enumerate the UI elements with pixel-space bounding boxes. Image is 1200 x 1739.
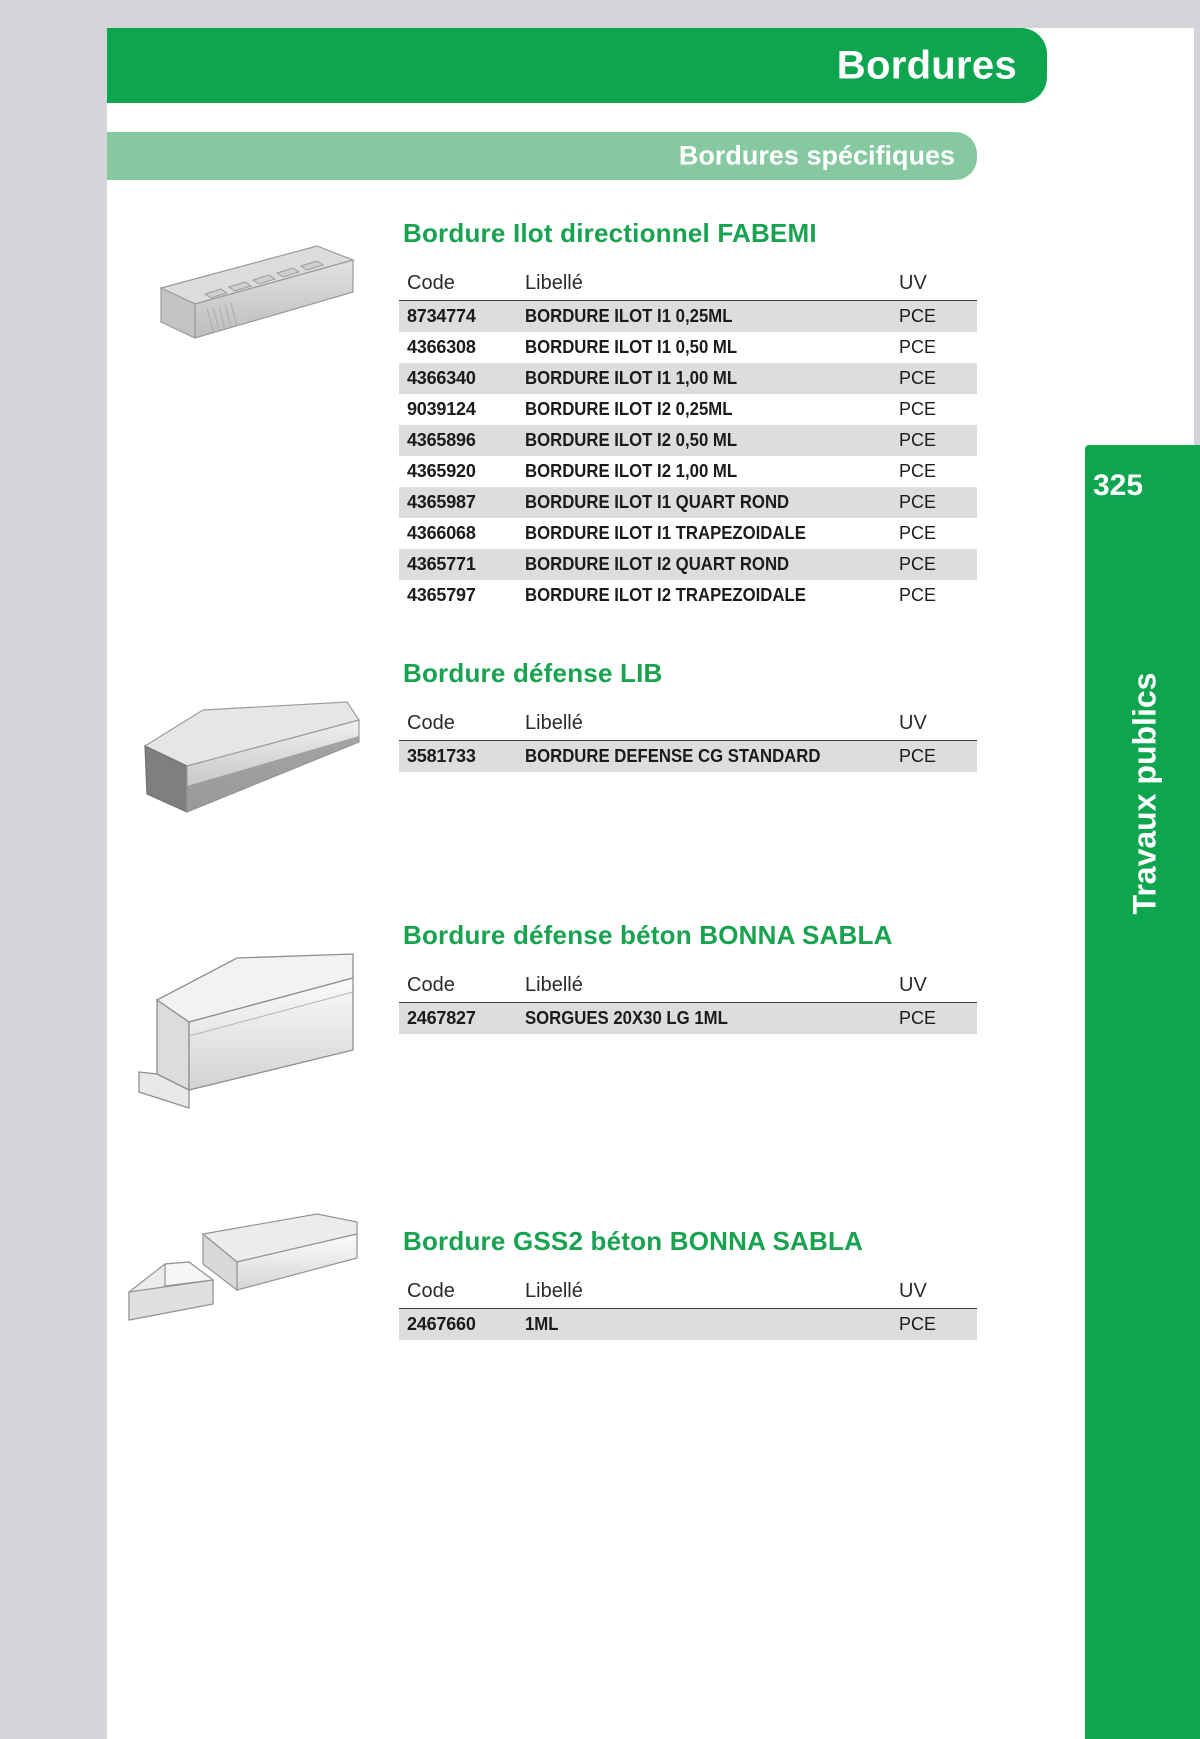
cell-libelle [517, 425, 891, 456]
cell-libelle-text: BORDURE ILOT I2 0,25ML [525, 399, 733, 419]
table-row[interactable] [399, 741, 977, 773]
cell-code: 4366068 [407, 523, 476, 543]
bordure-defense-lib-photo [117, 680, 367, 835]
bordure-gss2-beton-photo [117, 1200, 367, 1355]
cell-libelle [517, 456, 891, 487]
cell-libelle-text: 1ML [525, 1314, 559, 1334]
cell-code: 4365987 [399, 487, 517, 518]
section-banner [107, 132, 977, 180]
cell-libelle-text: BORDURE ILOT I1 0,50 ML [525, 337, 738, 357]
column-header-uv: UV [891, 1278, 977, 1309]
cell-uv: PCE [891, 549, 977, 580]
cell-code: 9039124 [407, 399, 476, 419]
section-heading: Bordure défense béton BONNA SABLA [403, 920, 893, 950]
cell-libelle [517, 518, 891, 549]
cell-uv: PCE [899, 523, 937, 543]
cell-uv: PCE [891, 487, 977, 518]
page-banner [107, 28, 1047, 103]
column-header-libelle: Libellé [517, 270, 891, 301]
cell-libelle-text: BORDURE ILOT I1 1,00 ML [525, 368, 738, 388]
chapter-tab [1085, 445, 1200, 1739]
section-heading: Bordure Ilot directionnel FABEMI [403, 218, 817, 248]
column-header-libelle: Libellé [517, 1278, 891, 1309]
table-row[interactable] [399, 580, 977, 611]
cell-libelle [517, 487, 891, 518]
product-table [399, 972, 977, 1034]
cell-uv: PCE [891, 363, 977, 394]
column-header-uv: UV [891, 270, 977, 301]
table-row[interactable] [399, 363, 977, 394]
cell-libelle-text: SORGUES 20X30 LG 1ML [525, 1008, 728, 1028]
cell-code: 4365896 [399, 425, 517, 456]
cell-libelle-text: BORDURE ILOT I2 QUART ROND [525, 554, 790, 574]
table-row[interactable] [399, 518, 977, 549]
table-header-row [399, 270, 977, 301]
column-header-code: Code [399, 1278, 517, 1309]
cell-uv: PCE [891, 301, 977, 333]
table-row[interactable] [399, 332, 977, 363]
table-row[interactable] [399, 456, 977, 487]
cell-uv: PCE [891, 1003, 977, 1035]
cell-uv: PCE [899, 337, 937, 357]
table-header-row [399, 1278, 977, 1309]
section-banner-label: Bordures spécifiques [678, 140, 955, 171]
table-row[interactable] [399, 487, 977, 518]
cell-libelle-text: BORDURE ILOT I2 1,00 ML [525, 461, 738, 481]
product-table [399, 270, 977, 611]
table-row[interactable] [399, 1309, 977, 1341]
column-header-libelle: Libellé [517, 972, 891, 1003]
cell-code: 2467827 [399, 1003, 517, 1035]
cell-libelle [517, 332, 891, 363]
table-row[interactable] [399, 394, 977, 425]
column-header-code: Code [399, 270, 517, 301]
page-number: 325 [1093, 469, 1144, 502]
cell-code: 8734774 [399, 301, 517, 333]
cell-libelle-text: BORDURE ILOT I1 0,25ML [525, 306, 733, 326]
cell-libelle [517, 549, 891, 580]
bordure-defense-beton-photo [117, 940, 367, 1130]
page-title: Bordures [836, 43, 1017, 87]
table-row[interactable] [399, 549, 977, 580]
cell-libelle [517, 363, 891, 394]
chapter-tab-label: Travaux publics [1126, 672, 1163, 915]
cell-libelle [517, 1309, 891, 1341]
table-header-row [399, 972, 977, 1003]
cell-code: 4366308 [407, 337, 476, 357]
cell-libelle-text: BORDURE ILOT I2 TRAPEZOIDALE [525, 585, 806, 605]
cell-uv: PCE [891, 741, 977, 773]
section-heading: Bordure GSS2 béton BONNA SABLA [403, 1226, 864, 1256]
cell-code: 4366340 [399, 363, 517, 394]
cell-uv: PCE [899, 585, 937, 605]
cell-libelle-text: BORDURE DEFENSE CG STANDARD [525, 746, 821, 766]
cell-libelle [517, 741, 891, 773]
column-header-uv: UV [891, 972, 977, 1003]
table-row[interactable] [399, 301, 977, 333]
cell-libelle-text: BORDURE ILOT I1 QUART ROND [525, 492, 790, 512]
cell-uv: PCE [899, 399, 937, 419]
product-table [399, 710, 977, 772]
table-row[interactable] [399, 1003, 977, 1035]
bordure-ilot-directionnel-photo [121, 230, 361, 375]
column-header-code: Code [399, 710, 517, 741]
cell-code: 4365797 [407, 585, 476, 605]
column-header-code: Code [399, 972, 517, 1003]
product-table [399, 1278, 977, 1340]
cell-uv: PCE [891, 1309, 977, 1341]
table-row[interactable] [399, 425, 977, 456]
catalog-page [107, 28, 1194, 1739]
column-header-libelle: Libellé [517, 710, 891, 741]
cell-libelle [517, 1003, 891, 1035]
cell-libelle-text: BORDURE ILOT I1 TRAPEZOIDALE [525, 523, 806, 543]
cell-libelle [517, 301, 891, 333]
section-heading: Bordure défense LIB [403, 658, 663, 688]
table-header-row [399, 710, 977, 741]
cell-code: 4365920 [407, 461, 476, 481]
cell-libelle [517, 580, 891, 611]
cell-code: 4365771 [399, 549, 517, 580]
column-header-uv: UV [891, 710, 977, 741]
cell-code: 2467660 [399, 1309, 517, 1341]
cell-libelle [517, 394, 891, 425]
cell-uv: PCE [899, 461, 937, 481]
cell-libelle-text: BORDURE ILOT I2 0,50 ML [525, 430, 738, 450]
cell-code: 3581733 [399, 741, 517, 773]
cell-uv: PCE [891, 425, 977, 456]
